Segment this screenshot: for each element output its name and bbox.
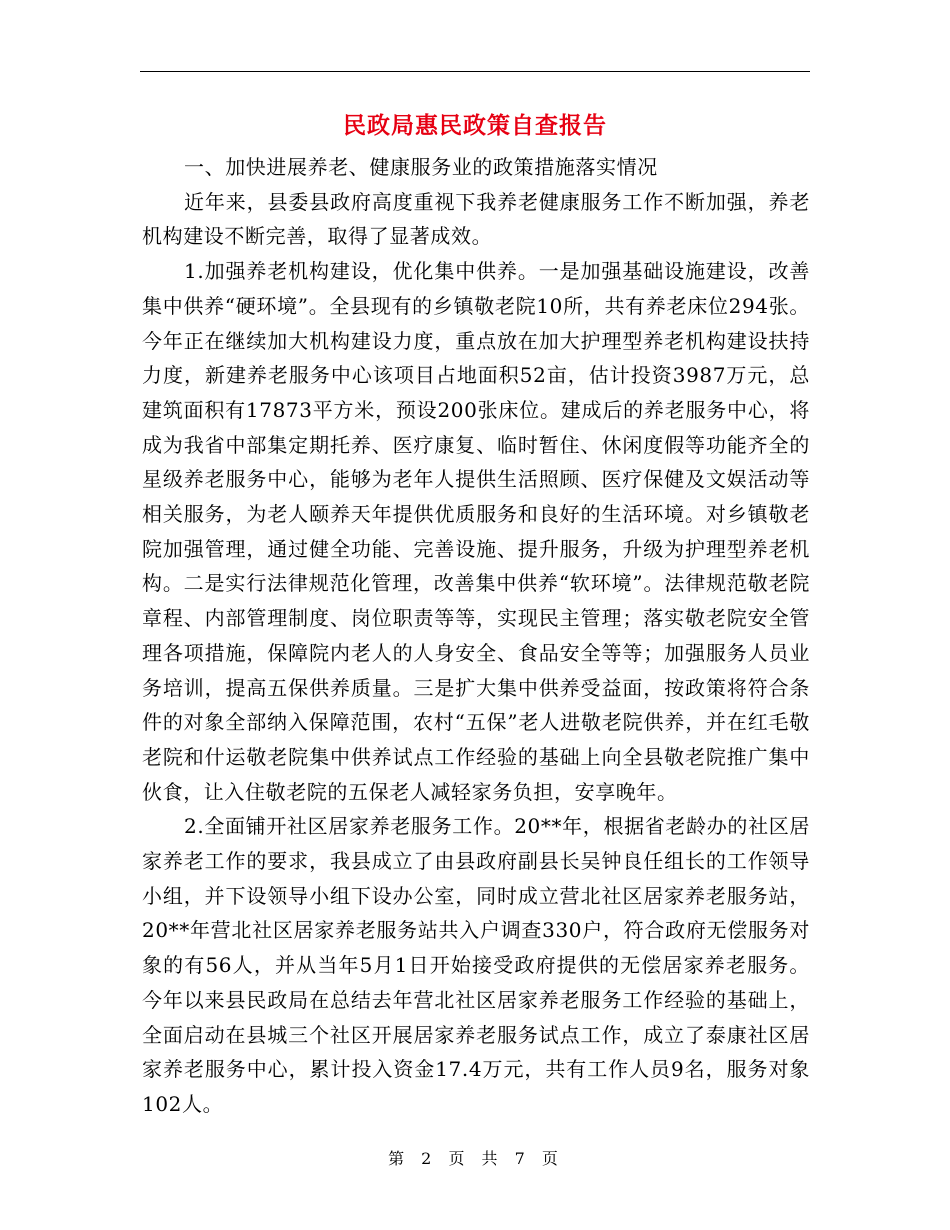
page-number-footer: 第 2 页 共 7 页 (388, 1149, 562, 1168)
document-title: 民政局惠民政策自查报告 (343, 112, 607, 139)
document-body (142, 150, 810, 1122)
paragraph-item-1: 1.加强养老机构建设，优化集中供养。一是加强基础设施建设，改善集中供养“硬环境”。全县现有的乡镇敬老院10所，共有养老床位294张。今年正在继续加大机构建设力度，重点放在加大护理型养老机构建设扶持力度，新建养老服务中心该项目占地面积52亩，估计投资3987万元，总建筑面积有17873平方米，预设200张床位。建成后的养老服务中心，将成为我省中部集定期托养、医疗康复、临时暂住、休闲度假等功能齐全的星级养老服务中心，能够为老年人提供生活照顾、医疗保健及文娱活动等相关服务，为老人颐养天年提供优质服务和良好的生活环境。对乡镇敬老院加强管理，通过健全功能、完善设施、提升服务，升级为护理型养老机构。二是实行法律规范化管理，改善集中供养“软环境”。法律规范敬老院章程、内部管理制度、岗位职责等等，实现民主管理；落实敬老院安全管理各项措施，保障院内老人的人身安全、食品安全等等；加强服务人员业务培训，提高五保供养质量。三是扩大集中供养受益面，按政策将符合条件的对象全部纳入保障范围，农村“五保”老人进敬老院供养，并在红毛敬老院和什运敬老院集中供养试点工作经验的基础上向全县敬老院推广集中伙食，让入住敬老院的五保老人减轻家务负担，安享晚年。 (142, 259, 810, 804)
paragraph-intro: 近年来，县委县政府高度重视下我养老健康服务工作不断加强，养老机构建设不断完善，取得了显著成效。 (142, 189, 810, 249)
paragraph-item-2: 2.全面铺开社区居家养老服务工作。20**年，根据省老龄办的社区居家养老工作的要求，我县成立了由县政府副县长吴钟良任组长的工作领导小组，并下设领导小组下设办公室，同时成立营北社区居家养老服务站，20**年营北社区居家养老服务站共入户调查330户，符合政府无偿服务对象的有56人，并从当年5月1日开始接受政府提供的无偿居家养老服务。今年以来县民政局在总结去年营北社区居家养老服务工作经验的基础上，全面启动在县城三个社区开展居家养老服务试点工作，成立了泰康社区居家养老服务中心，累计投入资金17.4万元，共有工作人员9名，服务对象102人。 (142, 814, 810, 1116)
section-heading: 一、加快进展养老、健康服务业的政策措施落实情况 (184, 155, 658, 179)
header-rule (140, 71, 810, 72)
